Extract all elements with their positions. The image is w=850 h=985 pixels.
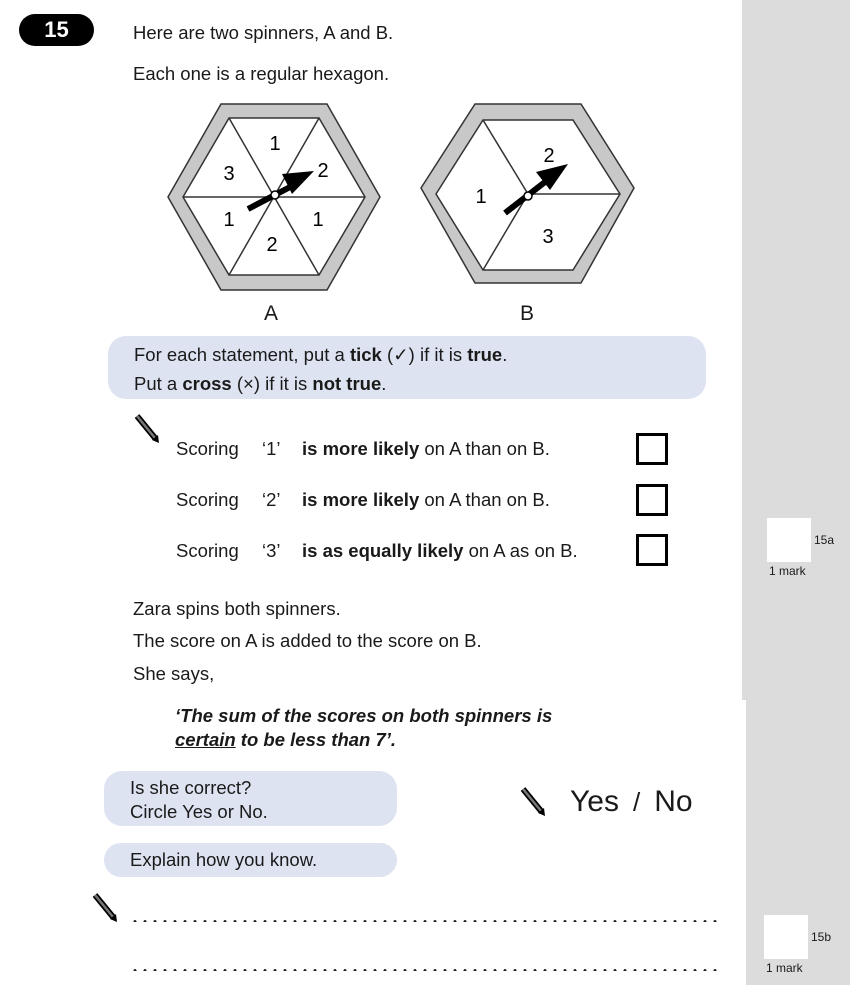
part-b-line-3: She says,: [133, 663, 215, 684]
instruction-text: Put a: [134, 373, 183, 394]
mark-box-15b[interactable]: [764, 915, 808, 959]
cross-symbol: (×): [236, 373, 260, 394]
part-b-line-1: Zara spins both spinners.: [133, 598, 341, 619]
spinner-a-sector-1: 1: [269, 133, 281, 155]
statement-emphasis: is more likely: [302, 489, 420, 510]
pencil-icon: [519, 786, 547, 818]
intro-line-2: Each one is a regular hexagon.: [133, 63, 390, 84]
marking-margin: [742, 0, 850, 985]
part-b-line-2: The score on A is added to the score on B.: [133, 630, 482, 651]
statement-3-answer-box[interactable]: [636, 534, 668, 566]
instruction-text: cross: [182, 373, 232, 394]
prompt-line-2: Circle Yes or No.: [130, 801, 268, 822]
spinner-a-sector-6: 3: [223, 163, 235, 185]
statement-3: [176, 540, 578, 562]
instruction-text: if it is: [259, 373, 313, 394]
instruction-text: tick: [349, 344, 382, 365]
statement-score: ‘2’: [262, 489, 281, 510]
question-number-badge: [19, 14, 94, 46]
slash-separator: /: [632, 787, 641, 817]
statement-rest: on A than on B.: [419, 489, 550, 510]
explain-prompt: Explain how you know.: [130, 849, 318, 870]
mark-code-15b: 15b: [811, 930, 832, 944]
instruction-text: not true: [312, 373, 382, 394]
spinner-a-label: A: [264, 302, 279, 325]
statement-emphasis: is as equally likely: [302, 540, 464, 561]
instruction-text: For each statement, put a: [134, 344, 350, 365]
yes-no-choice: [570, 785, 693, 819]
spinner-b-label: B: [520, 302, 535, 325]
quote-certain: certain: [175, 729, 236, 750]
prompt-line-1: Is she correct?: [130, 777, 252, 798]
mark-box-15a[interactable]: [767, 518, 811, 562]
spinner-a-sector-4: 2: [266, 234, 278, 256]
spinner-a-sector-5: 1: [223, 209, 235, 231]
pencil-icon: [133, 413, 161, 445]
instruction-text: if it is: [414, 344, 468, 365]
instruction-text: true: [467, 344, 503, 365]
spinner-a-sector-2: 2: [317, 160, 329, 182]
statement-score: ‘1’: [262, 438, 281, 459]
statement-1: [176, 438, 550, 460]
instruction-line-1: [134, 344, 507, 366]
spinner-a: [160, 100, 390, 300]
question-number: 15: [44, 17, 69, 42]
instruction-line-2: [134, 373, 386, 395]
statement-lead: Scoring: [176, 540, 239, 561]
answer-line-1[interactable]: [130, 920, 720, 922]
mark-code-15a: 15a: [814, 533, 835, 547]
intro-line-1: Here are two spinners, A and B.: [133, 22, 394, 43]
question-prompt-panel: [104, 771, 397, 826]
quote-line-1: ‘The sum of the scores on both spinners is: [175, 705, 553, 726]
statement-1-answer-box[interactable]: [636, 433, 668, 465]
quote-line-2: [175, 729, 396, 751]
instruction-text: .: [381, 373, 387, 394]
spinner-b-sector-1: 2: [543, 145, 555, 167]
no-option[interactable]: No: [654, 785, 693, 818]
explain-prompt-panel: [104, 843, 397, 877]
statement-emphasis: is more likely: [302, 438, 420, 459]
instruction-text: .: [502, 344, 508, 365]
answer-line-2[interactable]: [130, 969, 720, 971]
yes-option[interactable]: Yes: [570, 785, 619, 818]
pencil-icon: [91, 892, 119, 924]
spinner-a-sector-3: 1: [312, 209, 324, 231]
instruction-panel: [108, 336, 706, 399]
statement-2: [176, 489, 550, 511]
statement-rest: on A as on B.: [463, 540, 578, 561]
statement-score: ‘3’: [262, 540, 281, 561]
spinner-b: [415, 100, 640, 300]
statement-2-answer-box[interactable]: [636, 484, 668, 516]
statement-rest: on A than on B.: [419, 438, 550, 459]
tick-symbol: (✓): [386, 344, 415, 365]
statement-lead: Scoring: [176, 489, 239, 510]
quote-rest: to be less than 7’.: [235, 729, 397, 750]
mark-value-15a: 1 mark: [769, 564, 806, 578]
mark-value-15b: 1 mark: [766, 961, 803, 975]
spinner-b-sector-2: 3: [542, 226, 554, 248]
spinner-b-sector-3: 1: [475, 186, 487, 208]
statement-lead: Scoring: [176, 438, 239, 459]
